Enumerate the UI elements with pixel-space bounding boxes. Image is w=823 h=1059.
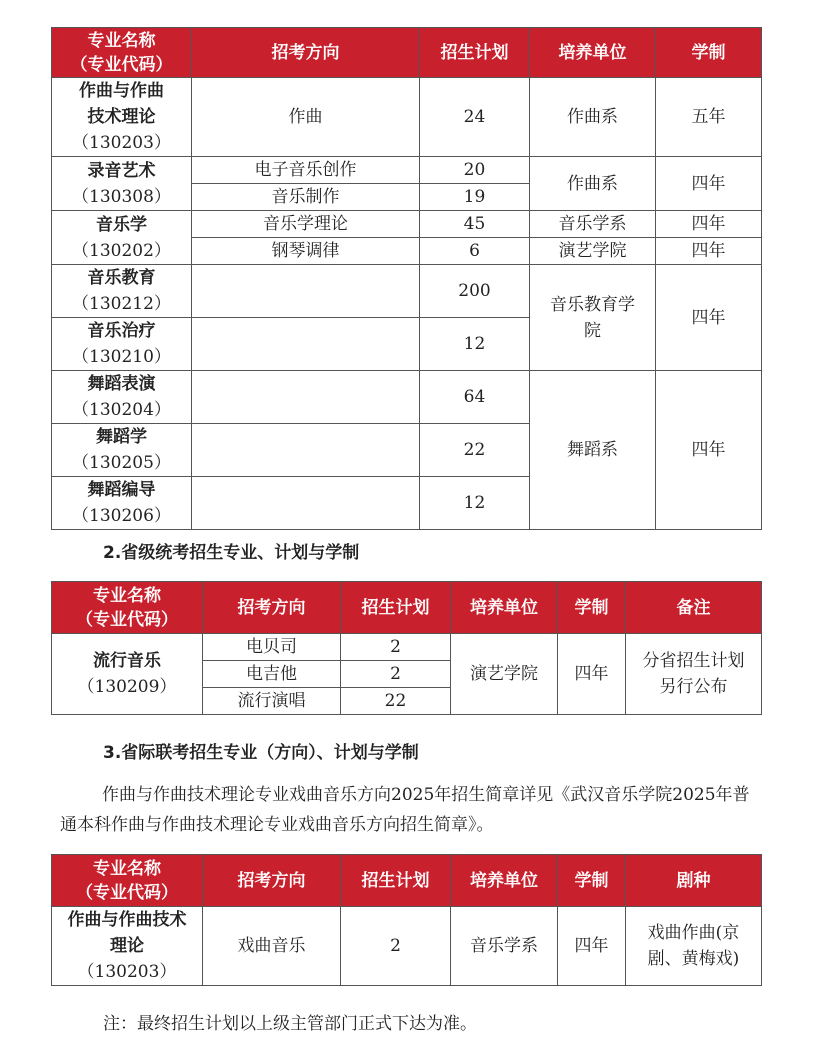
table-header-row: [52, 855, 762, 907]
plan-cell: 6: [420, 238, 530, 265]
major-cell: 音乐教育 （130212）: [52, 265, 192, 318]
plan-cell: 2: [341, 661, 451, 688]
header-unit: 培养单位: [451, 855, 558, 907]
table-row: [52, 211, 762, 238]
major-cell: 舞蹈学 （130205）: [52, 424, 192, 477]
direction-cell: 音乐学理论: [192, 211, 420, 238]
plan-cell: 22: [341, 688, 451, 715]
duration-cell: 四年: [656, 238, 762, 265]
direction-cell: [192, 424, 420, 477]
direction-cell: 作曲: [192, 78, 420, 157]
table-row: [52, 371, 762, 424]
header-duration: 学制: [656, 28, 762, 78]
footnote: 注：最终招生计划以上级主管部门正式下达为准。: [103, 1014, 477, 1034]
duration-cell: 四年: [656, 265, 762, 371]
direction-cell: [192, 318, 420, 371]
header-major-name: 专业名称 （专业代码）: [52, 582, 203, 634]
table-provincial-exam: [51, 581, 762, 715]
plan-cell: 200: [420, 265, 530, 318]
direction-cell: 音乐制作: [192, 184, 420, 211]
header-direction: 招考方向: [203, 582, 341, 634]
direction-cell: 钢琴调律: [192, 238, 420, 265]
plan-cell: 64: [420, 371, 530, 424]
header-duration: 学制: [558, 855, 626, 907]
major-cell: 舞蹈表演 （130204）: [52, 371, 192, 424]
unit-cell: 演艺学院: [530, 238, 656, 265]
section-2-title: 2.省级统考招生专业、计划与学制: [103, 543, 360, 563]
header-plan: 招生计划: [341, 855, 451, 907]
duration-cell: 四年: [558, 907, 626, 986]
major-cell: 录音艺术 （130308）: [52, 157, 192, 211]
header-direction: 招考方向: [203, 855, 341, 907]
direction-cell: 电吉他: [203, 661, 341, 688]
duration-cell: 四年: [558, 634, 626, 715]
direction-cell: 流行演唱: [203, 688, 341, 715]
unit-cell: 音乐学系: [451, 907, 558, 986]
header-plan: 招生计划: [420, 28, 530, 78]
direction-cell: 电贝司: [203, 634, 341, 661]
header-duration: 学制: [558, 582, 626, 634]
plan-cell: 12: [420, 477, 530, 530]
plan-cell: 22: [420, 424, 530, 477]
header-direction: 招考方向: [192, 28, 420, 78]
header-unit: 培养单位: [451, 582, 558, 634]
duration-cell: 四年: [656, 157, 762, 211]
opera-cell: 戏曲作曲(京剧、黄梅戏): [626, 907, 762, 986]
plan-cell: 45: [420, 211, 530, 238]
direction-cell: 戏曲音乐: [203, 907, 341, 986]
unit-cell: 作曲系: [530, 157, 656, 211]
section-3-paragraph: 作曲与作曲技术理论专业戏曲音乐方向2025年招生简章详见《武汉音乐学院2025年普通本科作曲与作曲技术理论专业戏曲音乐方向招生简章》。: [60, 785, 750, 835]
direction-cell: [192, 371, 420, 424]
direction-cell: 电子音乐创作: [192, 157, 420, 184]
unit-cell: 音乐教育学院: [530, 265, 656, 371]
header-opera: 剧种: [626, 855, 762, 907]
plan-cell: 2: [341, 634, 451, 661]
header-remark: 备注: [626, 582, 762, 634]
header-major-name: 专业名称 （专业代码）: [52, 855, 203, 907]
major-cell: 音乐治疗 （130210）: [52, 318, 192, 371]
unit-cell: 舞蹈系: [530, 371, 656, 530]
table-row: [52, 907, 762, 986]
plan-cell: 12: [420, 318, 530, 371]
major-cell: 作曲与作曲技术理论 （130203）: [52, 907, 203, 986]
table-row: [52, 157, 762, 184]
direction-cell: [192, 477, 420, 530]
duration-cell: 五年: [656, 78, 762, 157]
plan-cell: 24: [420, 78, 530, 157]
duration-cell: 四年: [656, 371, 762, 530]
header-major-name: 专业名称 （专业代码）: [52, 28, 192, 78]
section-3-title: 3.省际联考招生专业（方向）、计划与学制: [103, 743, 419, 763]
plan-cell: 19: [420, 184, 530, 211]
table-header-row: [52, 28, 762, 78]
table-header-row: [52, 582, 762, 634]
duration-cell: 四年: [656, 211, 762, 238]
unit-cell: 音乐学系: [530, 211, 656, 238]
header-plan: 招生计划: [341, 582, 451, 634]
table-undergrad-majors: [51, 27, 762, 530]
unit-cell: 演艺学院: [451, 634, 558, 715]
plan-cell: 2: [341, 907, 451, 986]
major-cell: 作曲与作曲 技术理论 （130203）: [52, 78, 192, 157]
table-row: [52, 78, 762, 157]
table-row: [52, 265, 762, 318]
major-cell: 舞蹈编导 （130206）: [52, 477, 192, 530]
table-interprovincial-exam: [51, 854, 762, 986]
header-unit: 培养单位: [530, 28, 656, 78]
remark-cell: 分省招生计划另行公布: [626, 634, 762, 715]
plan-cell: 20: [420, 157, 530, 184]
direction-cell: [192, 265, 420, 318]
major-cell: 音乐学 （130202）: [52, 211, 192, 265]
major-cell: 流行音乐 （130209）: [52, 634, 203, 715]
table-row: [52, 634, 762, 661]
unit-cell: 作曲系: [530, 78, 656, 157]
